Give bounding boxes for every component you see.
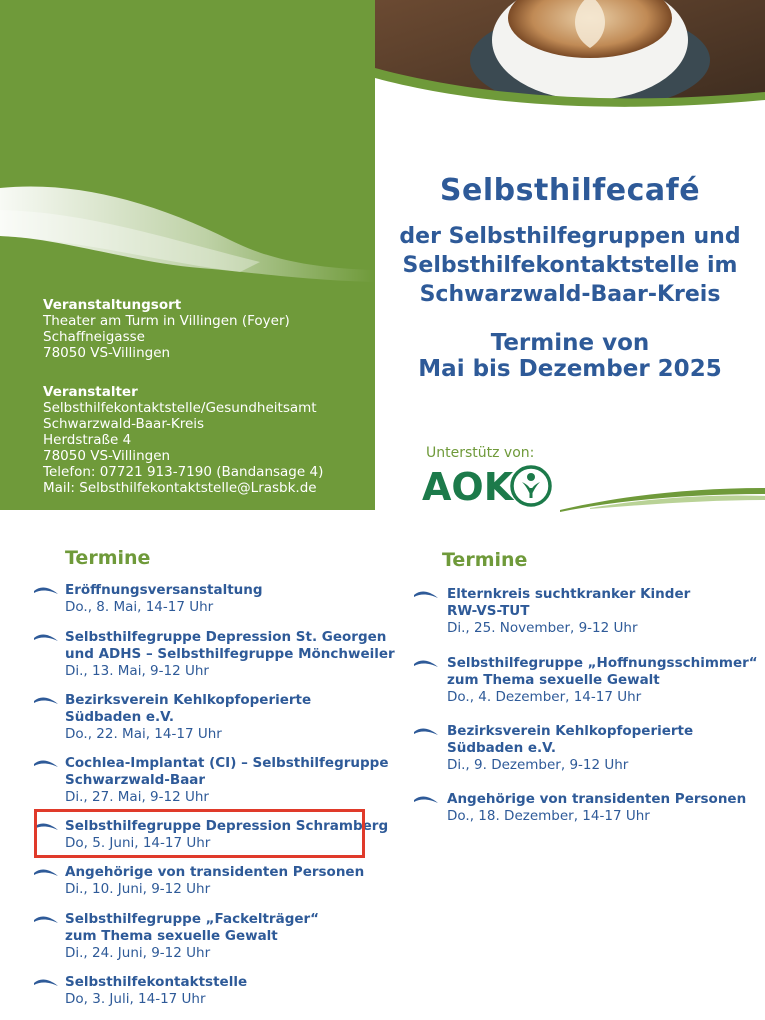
- event-date: Di., 27. Mai, 9-12 Uhr: [65, 789, 209, 805]
- aok-logo: [422, 464, 554, 508]
- schedule-heading: Termine: [442, 549, 528, 571]
- event-date: Do, 5. Juni, 14-17 Uhr: [65, 835, 211, 851]
- decorative-swoosh: [0, 0, 375, 300]
- date-range-line: Termine von: [490, 330, 650, 356]
- supported-by-label: Unterstütz von:: [426, 445, 535, 461]
- organizer-line: Schwarzwald-Baar-Kreis: [43, 416, 205, 432]
- event-item: [447, 723, 693, 774]
- event-item: [447, 586, 690, 637]
- event-item: [65, 911, 319, 962]
- coffee-photo: [375, 0, 765, 125]
- event-item: [65, 692, 311, 743]
- event-item: [65, 974, 247, 1008]
- event-marker-icon: [413, 655, 439, 674]
- event-marker-icon: [33, 692, 59, 711]
- organizer-label: Veranstalter: [43, 384, 138, 400]
- event-date: Do., 4. Dezember, 14-17 Uhr: [447, 689, 642, 705]
- event-item: [65, 864, 364, 898]
- subtitle-line: Selbsthilfekontaktstelle im: [402, 253, 738, 278]
- event-date: Do., 8. Mai, 14-17 Uhr: [65, 599, 214, 615]
- event-title: Bezirksverein Kehlkopfoperierte Südbaden e.V.: [447, 723, 694, 756]
- organizer-line: Herdstraße 4: [43, 432, 132, 448]
- venue-label: Veranstaltungsort: [43, 297, 182, 313]
- date-range: [375, 330, 765, 382]
- event-item: [65, 582, 263, 616]
- event-item: [65, 755, 389, 806]
- aok-logo-text: AOK: [422, 465, 514, 508]
- event-title: Selbsthilfekontaktstelle: [65, 974, 248, 990]
- venue-line: 78050 VS-Villingen: [43, 345, 171, 361]
- event-date: Do., 22. Mai, 14-17 Uhr: [65, 726, 222, 742]
- decorative-swoosh: [560, 478, 765, 512]
- event-title: Selbsthilfegruppe Depression St. Georgen und ADHS – Selbsthilfegruppe Mönchweiler: [65, 629, 395, 662]
- event-marker-icon: [413, 791, 439, 810]
- event-marker-icon: [413, 723, 439, 742]
- event-marker-icon: [33, 582, 59, 601]
- organizer-line: Selbsthilfekontaktstelle/Gesundheitsamt: [43, 400, 317, 416]
- event-title: Selbsthilfegruppe Depression Schramberg: [65, 818, 389, 834]
- organizer-email: Mail: Selbsthilfekontaktstelle@Lrasbk.de: [43, 480, 317, 496]
- event-marker-icon: [33, 629, 59, 648]
- event-item: [65, 629, 395, 680]
- event-title: Selbsthilfegruppe „Hoffnungsschimmer“ zum Thema sexuelle Gewalt: [447, 655, 758, 688]
- organizer-info: [43, 384, 323, 496]
- subtitle: [375, 222, 765, 309]
- subtitle-line: der Selbsthilfegruppen und: [399, 224, 741, 249]
- date-range-line: Mai bis Dezember 2025: [418, 356, 722, 382]
- event-marker-icon: [413, 586, 439, 605]
- event-item: [447, 791, 746, 825]
- highlight-box: [34, 809, 365, 858]
- event-date: Di., 24. Juni, 9-12 Uhr: [65, 945, 211, 961]
- event-date: Do, 3. Juli, 14-17 Uhr: [65, 991, 206, 1007]
- subtitle-line: Schwarzwald-Baar-Kreis: [419, 282, 721, 307]
- event-title: Angehörige von transidenten Personen: [65, 864, 365, 880]
- venue-info: [43, 297, 290, 361]
- event-date: Do., 18. Dezember, 14-17 Uhr: [447, 808, 650, 824]
- event-date: Di., 25. November, 9-12 Uhr: [447, 620, 638, 636]
- event-marker-icon: [33, 974, 59, 993]
- page-title: Selbsthilfecafé: [439, 173, 701, 208]
- venue-line: Theater am Turm in Villingen (Foyer): [43, 313, 290, 329]
- contact-panel: [0, 0, 375, 510]
- event-marker-icon: [33, 864, 59, 883]
- event-title: Bezirksverein Kehlkopfoperierte Südbaden e.V.: [65, 692, 312, 725]
- organizer-line: 78050 VS-Villingen: [43, 448, 171, 464]
- venue-line: Schaffneigasse: [43, 329, 145, 345]
- organizer-phone: Telefon: 07721 913-7190 (Bandansage 4): [43, 464, 324, 480]
- event-title: Selbsthilfegruppe „Fackelträger“ zum Thema sexuelle Gewalt: [65, 911, 320, 944]
- event-marker-icon: [33, 755, 59, 774]
- schedule-heading: Termine: [65, 547, 151, 569]
- event-date: Di., 10. Juni, 9-12 Uhr: [65, 881, 211, 897]
- event-marker-icon: [33, 911, 59, 930]
- event-item: [447, 655, 758, 706]
- event-title: Cochlea-Implantat (CI) – Selbsthilfegruppe Schwarzwald-Baar: [65, 755, 389, 788]
- event-title: Eröffnungsversanstaltung: [65, 582, 263, 598]
- event-title: Elternkreis suchtkranker Kinder RW-VS-TUT: [447, 586, 691, 619]
- event-date: Di., 13. Mai, 9-12 Uhr: [65, 663, 209, 679]
- event-date: Di., 9. Dezember, 9-12 Uhr: [447, 757, 629, 773]
- event-title: Angehörige von transidenten Personen: [447, 791, 747, 807]
